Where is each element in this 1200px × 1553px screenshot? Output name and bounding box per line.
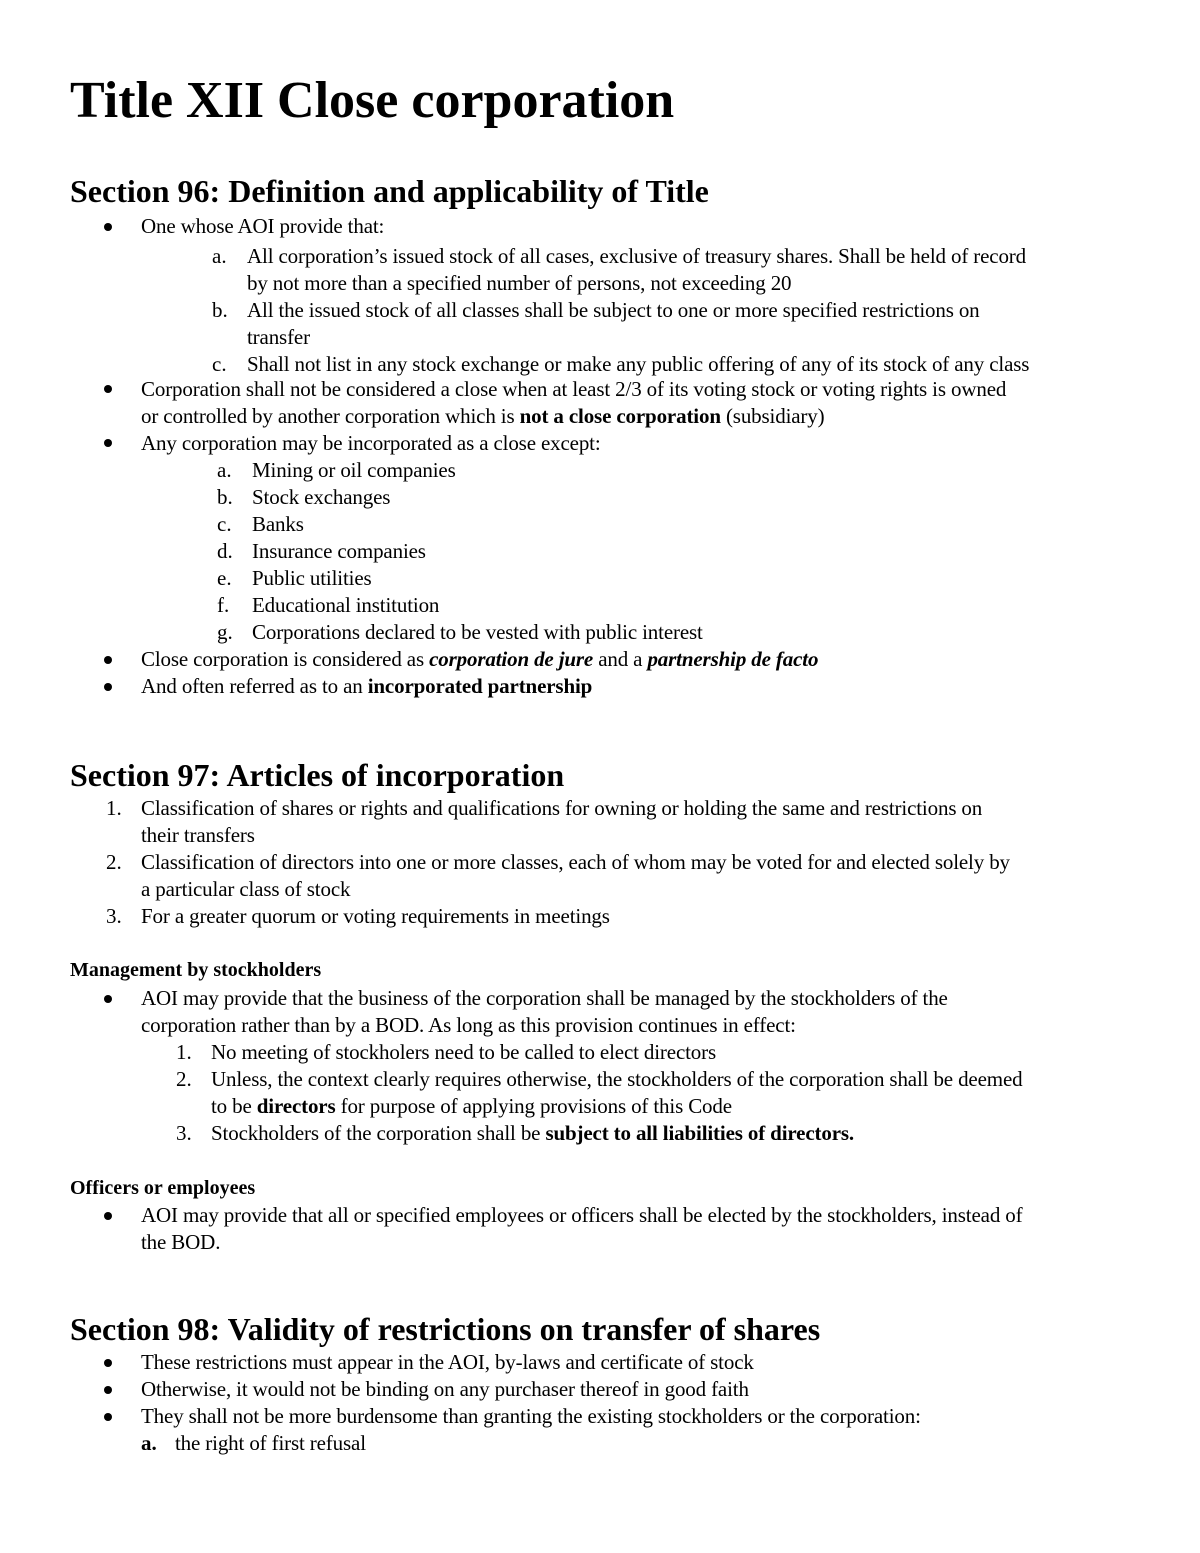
bullet-icon bbox=[104, 1359, 112, 1367]
list-item-continuation: or controlled by another corporation which is not a close corporation (subsidiary) bbox=[141, 404, 825, 428]
exception-item: Banks bbox=[252, 512, 304, 536]
list-item-continuation: a particular class of stock bbox=[141, 877, 351, 901]
exception-item: Mining or oil companies bbox=[252, 458, 456, 482]
list-item: Unless, the context clearly requires otherwise, the stockholders of the corporation shall be deemed bbox=[211, 1067, 1023, 1091]
emphasis-text: corporation de jure bbox=[429, 647, 594, 671]
exception-item: Educational institution bbox=[252, 593, 440, 617]
bullet-icon bbox=[104, 439, 112, 447]
list-item: Any corporation may be incorporated as a close except: bbox=[141, 431, 601, 455]
list-marker: 2. bbox=[176, 1067, 192, 1091]
bullet-icon bbox=[104, 995, 112, 1003]
exception-item: Corporations declared to be vested with public interest bbox=[252, 620, 703, 644]
bullet-icon bbox=[104, 385, 112, 393]
list-marker: 3. bbox=[176, 1121, 192, 1145]
exception-item: Stock exchanges bbox=[252, 485, 391, 509]
list-item: All corporation’s issued stock of all cases, exclusive of treasury shares. Shall be held of record bbox=[247, 244, 1026, 268]
document-title: Title XII Close corporation bbox=[70, 72, 675, 129]
list-marker: e. bbox=[217, 566, 232, 590]
list-item-continuation: to be directors for purpose of applying provisions of this Code bbox=[211, 1094, 732, 1118]
officers-heading: Officers or employees bbox=[70, 1177, 256, 1199]
list-item: AOI may provide that all or specified employees or officers shall be elected by the stockholders, instead of bbox=[141, 1203, 1023, 1227]
list-item: And often referred as to an incorporated partnership bbox=[141, 674, 593, 698]
list-item: Classification of directors into one or more classes, each of whom may be voted for and elected solely by bbox=[141, 850, 1010, 874]
list-item: No meeting of stockholers need to be called to elect directors bbox=[211, 1040, 717, 1064]
list-marker: a. bbox=[212, 244, 227, 268]
management-heading: Management by stockholders bbox=[70, 959, 322, 981]
emphasis-text: subject to all liabilities of directors. bbox=[545, 1121, 855, 1145]
list-item: Shall not list in any stock exchange or make any public offering of any of its stock of any class bbox=[247, 352, 1030, 376]
list-item: Classification of shares or rights and qualifications for owning or holding the same and restrictions on bbox=[141, 796, 983, 820]
emphasis-text: incorporated partnership bbox=[367, 674, 593, 698]
list-item: Close corporation is considered as corporation de jure and a partnership de facto bbox=[141, 647, 819, 671]
bullet-icon bbox=[104, 656, 112, 664]
emphasis-text: directors bbox=[256, 1094, 336, 1118]
emphasis-text: partnership de facto bbox=[647, 647, 819, 671]
bullet-icon bbox=[104, 1212, 112, 1220]
list-item-continuation: the BOD. bbox=[141, 1230, 221, 1254]
list-item: Otherwise, it would not be binding on any purchaser thereof in good faith bbox=[141, 1377, 749, 1401]
list-item: They shall not be more burdensome than granting the existing stockholders or the corporation: bbox=[141, 1404, 921, 1428]
list-marker: b. bbox=[212, 298, 228, 322]
list-item-continuation: corporation rather than by a BOD. As long as this provision continues in effect: bbox=[141, 1013, 796, 1037]
list-item: Corporation shall not be considered a close when at least 2/3 of its voting stock or voting rights is owned bbox=[141, 377, 1007, 401]
exception-item: Insurance companies bbox=[252, 539, 426, 563]
emphasis-text: not a close corporation bbox=[519, 404, 721, 428]
list-item-continuation: by not more than a specified number of persons, not exceeding 20 bbox=[247, 271, 792, 295]
list-marker: a. bbox=[217, 458, 232, 482]
bullet-icon bbox=[104, 223, 112, 231]
list-item: All the issued stock of all classes shall be subject to one or more specified restrictions on bbox=[247, 298, 980, 322]
list-item: For a greater quorum or voting requirements in meetings bbox=[141, 904, 610, 928]
list-marker: b. bbox=[217, 485, 233, 509]
list-marker: g. bbox=[217, 620, 233, 644]
list-marker: f. bbox=[217, 593, 230, 617]
list-item: These restrictions must appear in the AOI, by-laws and certificate of stock bbox=[141, 1350, 754, 1374]
list-marker: 3. bbox=[106, 904, 122, 928]
list-marker: a. bbox=[141, 1431, 157, 1455]
list-marker: 2. bbox=[106, 850, 122, 874]
list-item-continuation: their transfers bbox=[141, 823, 255, 847]
section-96-heading: Section 96: Definition and applicability of Title bbox=[70, 173, 709, 209]
bullet-icon bbox=[104, 1413, 112, 1421]
list-marker: c. bbox=[212, 352, 227, 376]
list-item: AOI may provide that the business of the corporation shall be managed by the stockholders of the bbox=[141, 986, 948, 1010]
list-marker: c. bbox=[217, 512, 232, 536]
list-marker: d. bbox=[217, 539, 233, 563]
list-marker: 1. bbox=[176, 1040, 192, 1064]
section-97-heading: Section 97: Articles of incorporation bbox=[70, 757, 565, 793]
list-item: One whose AOI provide that: bbox=[141, 214, 385, 238]
list-marker: 1. bbox=[106, 796, 122, 820]
section-98-heading: Section 98: Validity of restrictions on transfer of shares bbox=[70, 1311, 821, 1347]
bullet-icon bbox=[104, 1386, 112, 1394]
list-item-continuation: transfer bbox=[247, 325, 310, 349]
bullet-icon bbox=[104, 683, 112, 691]
list-item: the right of first refusal bbox=[175, 1431, 366, 1455]
list-item: Stockholders of the corporation shall be subject to all liabilities of directors. bbox=[211, 1121, 855, 1145]
exception-item: Public utilities bbox=[252, 566, 372, 590]
